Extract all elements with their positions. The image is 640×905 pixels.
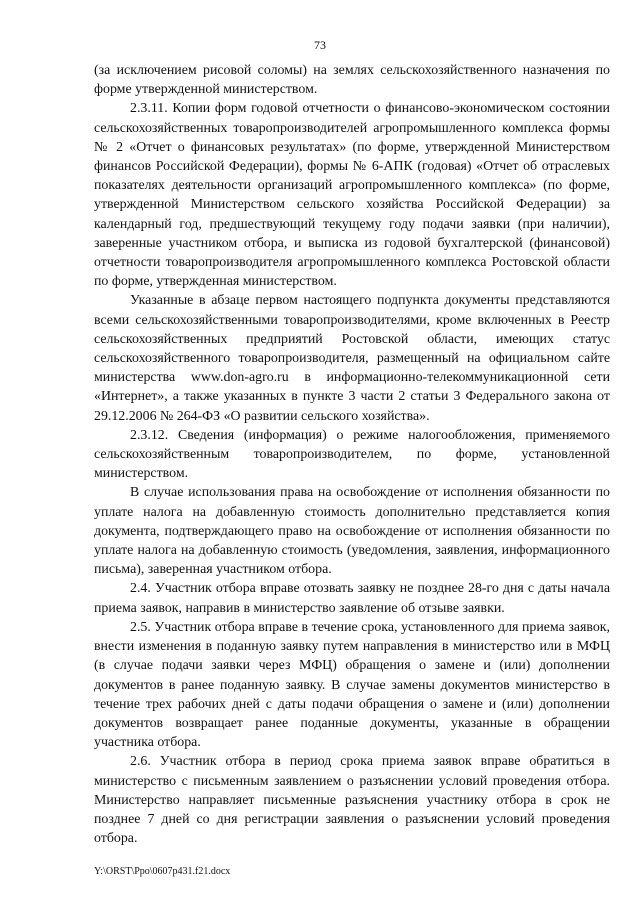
- paragraph-2-4: 2.4. Участник отбора вправе отозвать заявку не позднее 28-го дня с даты начала приема заявок, направив в министерство заявление об отзыве заявки.: [94, 581, 610, 616]
- paragraph-continuation: (за исключением рисовой соломы) на землях сельскохозяйственного назначения по форме утвержденной министерством.: [94, 63, 610, 98]
- paragraph-2-5: 2.5. Участник отбора вправе в течение срока, установленного для приема заявок, внести изменения в поданную заявку путем направления в министерство или в МФЦ (в случае подачи заявки через МФЦ) обращения о замене и (или) дополнении документов в ранее поданную заявку. В случае замены документов министерство в течение трех рабочих дней с даты подачи обращения о замене и (или) дополнении документов возвращает ранее поданные документы, указанные в обращении участника отбора.: [94, 619, 610, 751]
- paragraph-documents-note: Указанные в абзаце первом настоящего подпункта документы представляются всеми сельскохозяйственными товаропроизводителями, кроме включенных в Реестр сельскохозяйственных предприятий Ростовской области, имеющих статус сельскохозяйственного товаропроизводителя, размещенный на официальном сайте министерства www.don-agro.ru в информационно-телекоммуникационной сети «Интернет», а также указанных в пункте 3 части 2 статьи 3 Федерального закона от 29.12.2006 № 264-ФЗ «О развитии сельского хозяйства».: [94, 293, 610, 424]
- paragraph-2-3-11: 2.3.11. Копии форм годовой отчетности о финансово-экономическом состоянии сельскохозяйственных товаропроизводителей агропромышленного комплекса формы № 2 «Отчет о финансовых результатах» (по форме, утвержденной Министерством финансов Российской Федерации), формы № 6-АПК (годовая) «Отчет об отраслевых показателях деятельности организаций агропромышленного комплекса» (по форме, утвержденной Министерством сельского хозяйства Российской Федерации) за календарный год, предшествующий текущему году подачи заявки (при наличии), заверенные участником отбора, и выписка из годовой бухгалтерской (финансовой) отчетности товаропроизводителя агропромышленного комплекса Ростовской области по форме, утвержденная министерством.: [94, 101, 610, 290]
- paragraph-vat-exemption: В случае использования права на освобождение от исполнения обязанности по уплате налога на добавленную стоимость дополнительно представляется копия документа, подтверждающего право на освобождение от исполнения обязанности по уплате налога на добавленную стоимость (уведомления, заявления, информационного письма), заверенная участником отбора.: [94, 485, 610, 578]
- paragraph-2-3-12: 2.3.12. Сведения (информация) о режиме налогообложения, применяемого сельскохозяйственным товаропроизводителем, по форме, установленной министерством.: [94, 427, 610, 482]
- paragraph-2-6: 2.6. Участник отбора в период срока приема заявок вправе обратиться в министерство с письменным заявлением о разъяснении условий проведения отбора. Министерство направляет письменные разъяснения участнику отбора в срок не позднее 7 дней со дня регистрации заявления о разъяснении условий проведения отбора.: [94, 754, 610, 847]
- page-number: 73: [314, 38, 326, 52]
- document-body: [94, 61, 610, 848]
- footer-file-path: Y:\ORST\Ppo\0607p431.f21.docx: [94, 866, 231, 877]
